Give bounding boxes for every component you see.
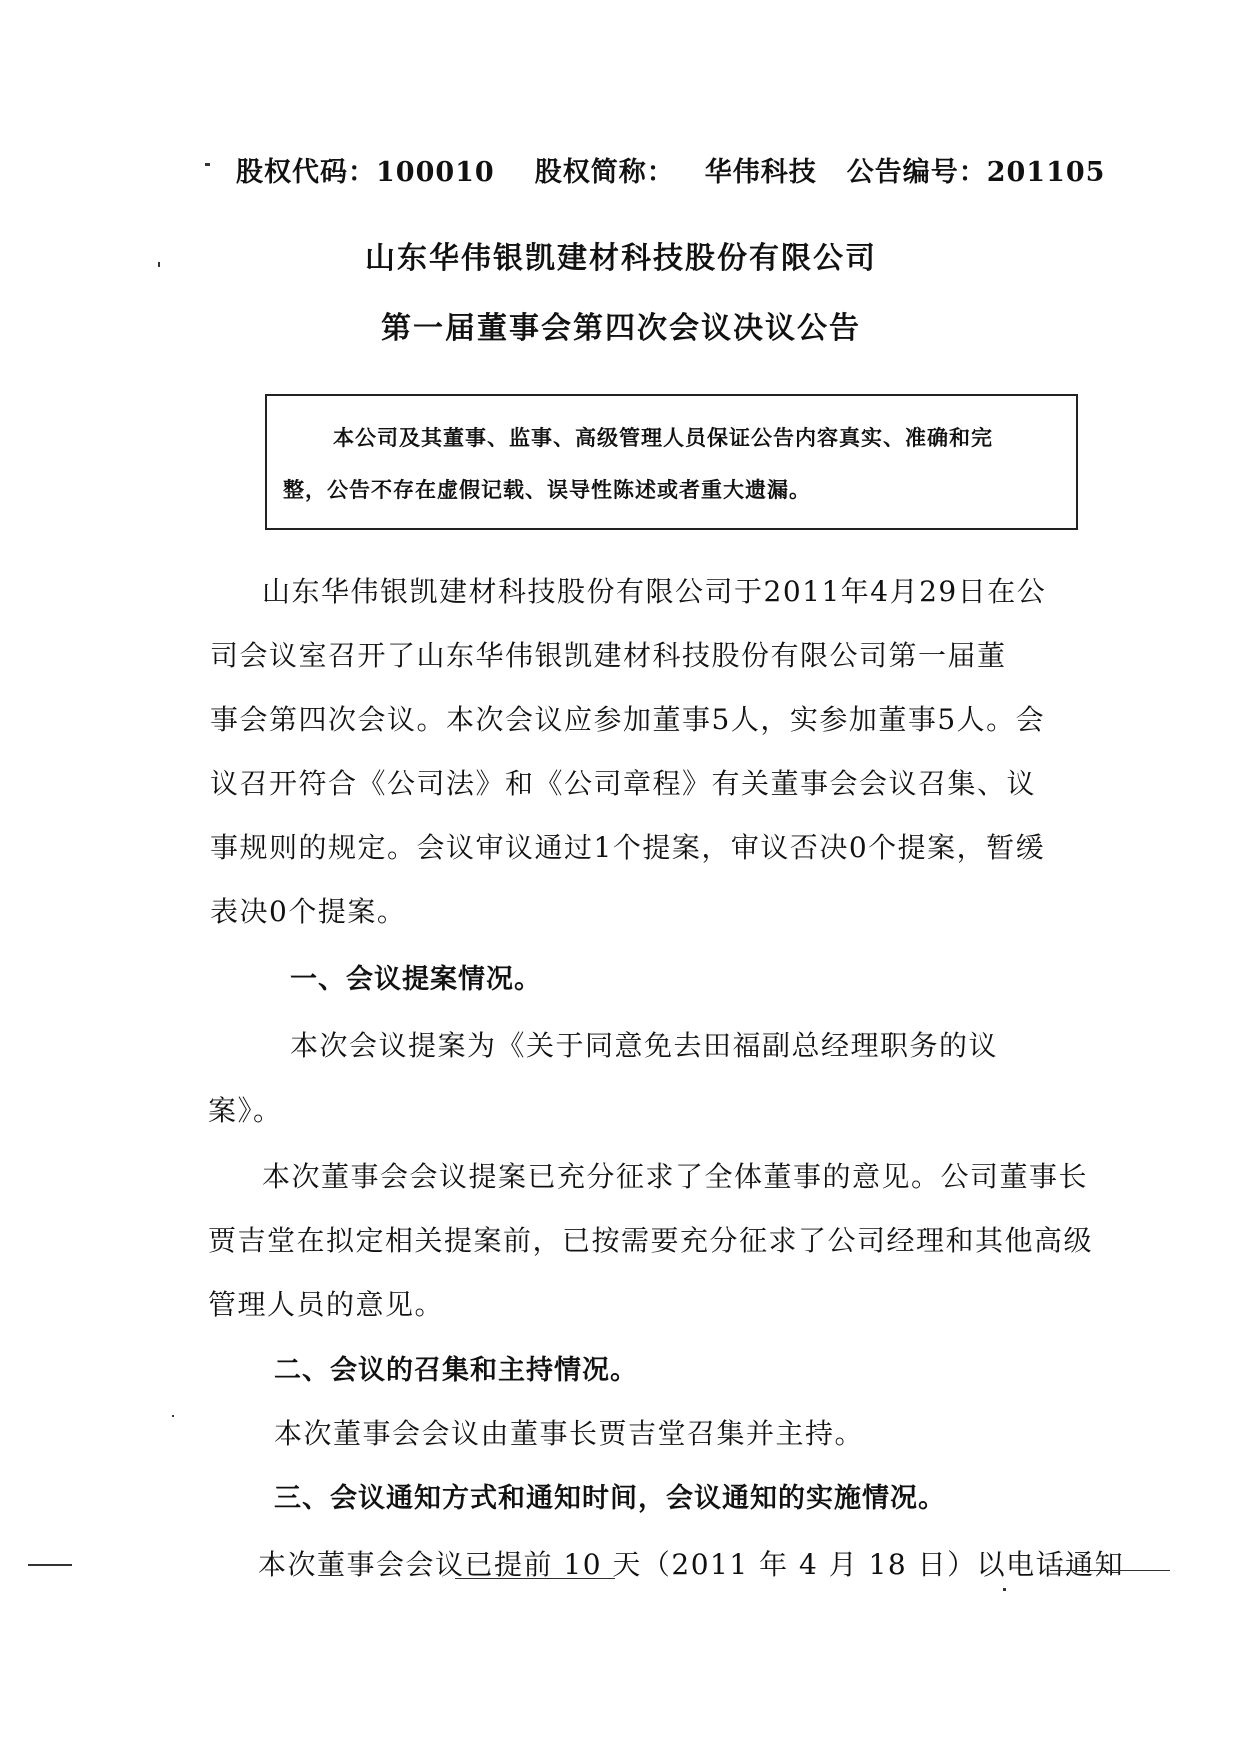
scan-mark xyxy=(158,262,160,267)
intro-line: 司会议室召开了山东华伟银凯建材科技股份有限公司第一届董 xyxy=(210,639,1007,672)
section1-para2-line: 贾吉堂在拟定相关提案前，已按需要充分征求了公司经理和其他高级 xyxy=(208,1224,1094,1257)
intro-line: 议召开符合《公司法》和《公司章程》有关董事会会议召集、议 xyxy=(210,767,1037,800)
section1-para2-line: 管理人员的意见。 xyxy=(208,1288,445,1321)
stock-name-label: 股权简称： xyxy=(534,157,675,188)
scan-mark xyxy=(28,1564,72,1566)
section2-para-line: 本次董事会会议由董事长贾吉堂召集并主持。 xyxy=(274,1417,865,1450)
handwritten-underline xyxy=(455,1578,615,1579)
intro-line: 山东华伟银凯建材科技股份有限公司于2011年4月29日在公 xyxy=(262,575,1047,608)
section3-para-line: 本次董事会会议已提前 10 天（2011 年 4 月 18 日）以电话通知 xyxy=(258,1548,1125,1581)
section-heading-1: 一、会议提案情况。 xyxy=(290,964,542,995)
disclaimer-box xyxy=(265,394,1078,530)
announcement-title: 第一届董事会第四次会议决议公告 xyxy=(381,311,861,346)
notice-number: 公告编号：201105 xyxy=(846,157,1106,188)
disclaimer-line-2: 整，公告不存在虚假记载、误导性陈述或者重大遗漏。 xyxy=(283,477,811,502)
stock-name-value: 华伟科技 xyxy=(704,157,817,188)
announcement-header xyxy=(236,150,1136,189)
intro-line: 事规则的规定。会议审议通过1个提案，审议否决0个提案，暂缓 xyxy=(210,831,1046,864)
section1-para1-line: 本次会议提案为《关于同意免去田福副总经理职务的议 xyxy=(290,1029,999,1062)
scan-mark xyxy=(205,163,210,166)
section-heading-2: 二、会议的召集和主持情况。 xyxy=(274,1355,638,1386)
scan-mark xyxy=(172,1415,174,1417)
intro-line: 表决0个提案。 xyxy=(210,895,407,928)
disclaimer-line-1: 本公司及其董事、监事、高级管理人员保证公告内容真实、准确和完 xyxy=(333,425,993,450)
intro-line: 事会第四次会议。本次会议应参加董事5人，实参加董事5人。会 xyxy=(210,703,1046,736)
section1-para1-line: 案》。 xyxy=(208,1094,283,1127)
scan-mark xyxy=(1003,1588,1006,1591)
handwritten-underline xyxy=(1050,1570,1170,1571)
section-heading-3: 三、会议通知方式和通知时间，会议通知的实施情况。 xyxy=(274,1483,946,1514)
company-title: 山东华伟银凯建材科技股份有限公司 xyxy=(365,241,877,276)
section1-para2-line: 本次董事会会议提案已充分征求了全体董事的意见。公司董事长 xyxy=(262,1160,1089,1193)
stock-code: 股权代码：100010 xyxy=(236,157,495,188)
